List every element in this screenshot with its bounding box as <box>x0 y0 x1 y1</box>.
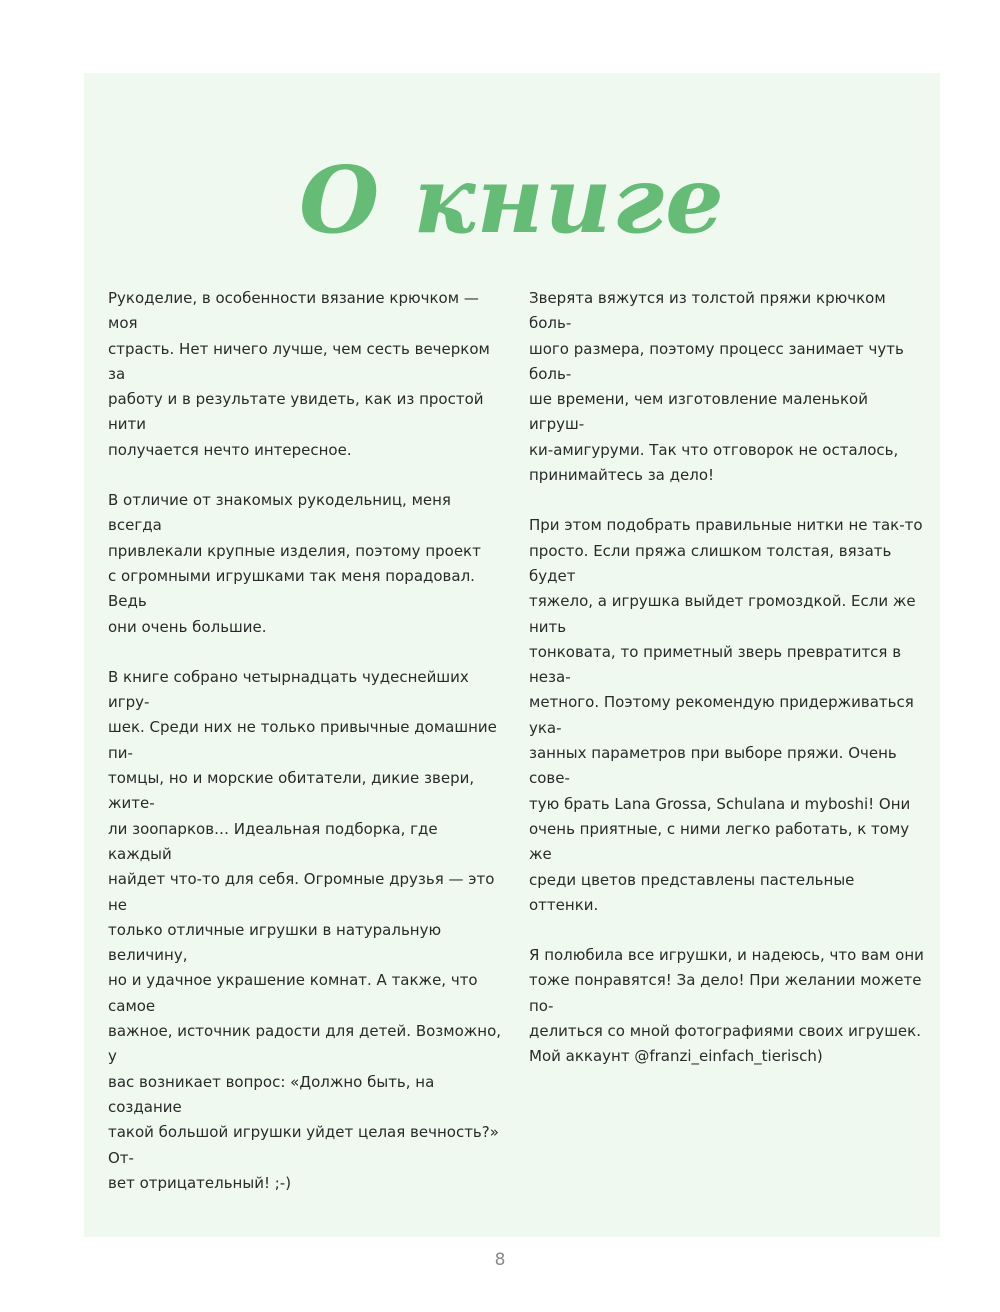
page-title: О книге <box>299 146 725 254</box>
page-number: 8 <box>494 1250 506 1270</box>
right-column <box>529 286 924 1095</box>
paragraph: При этом подобрать правильные нитки не так-то просто. Если пряжа слишком толстая, вязать будет тяжело, а игрушка выйдет громоздкой. Если же нить тонковата, то приметный зверь превратится в неза- метного. Поэтому рекомендую придерживаться ука- занных параметров при выборе пряжи. Очень сове- тую брать Lana Grossa, Schulana и myboshi! Они очень приятные, с ними легко работать, к тому же среди цветов представлены пастельные оттенки. <box>529 516 923 914</box>
paragraph: Я полюбила все игрушки, и надеюсь, что вам они тоже понравятся! За дело! При желании можете по- делиться со мной фотографиями своих игрушек. Мой аккаунт @franzi_einfach_tierisch) <box>529 946 924 1066</box>
paragraph: В книге собрано четырнадцать чудеснейших игру- шек. Среди них не только привычные домашние пи- томцы, но и морские обитатели, дикие звери, жите- ли зоопарков… Идеальная подборка, где каждый найдет что-то для себя. Огромные друзья — это не только отличные игрушки в натуральную величину, но и удачное украшение комнат. А также, что самое важное, источник радости для детей. Возможно, у вас возникает вопрос: «Должно быть, на создание такой большой игрушки уйдет целая вечность?» От- вет отрицательный! ;-) <box>108 667 502 1192</box>
paragraph: В отличие от знакомых рукодельниц, меня всегда привлекали крупные изделия, поэтому проект с огромными игрушками так меня порадовал. Ведь они очень большие. <box>108 491 481 636</box>
left-column <box>108 286 503 1221</box>
paragraph: Зверята вяжутся из толстой пряжи крючком боль- шого размера, поэтому процесс занимает чуть боль- ше времени, чем изготовление маленькой игруш- ки-амигуруми. Так что отговорок не осталось, принимайтесь за дело! <box>529 289 904 485</box>
paragraph: Рукоделие, в особенности вязание крючком — моя страсть. Нет ничего лучше, чем сесть вечерком за работу и в результате увидеть, как из простой нити получается нечто интересное. <box>108 289 490 459</box>
